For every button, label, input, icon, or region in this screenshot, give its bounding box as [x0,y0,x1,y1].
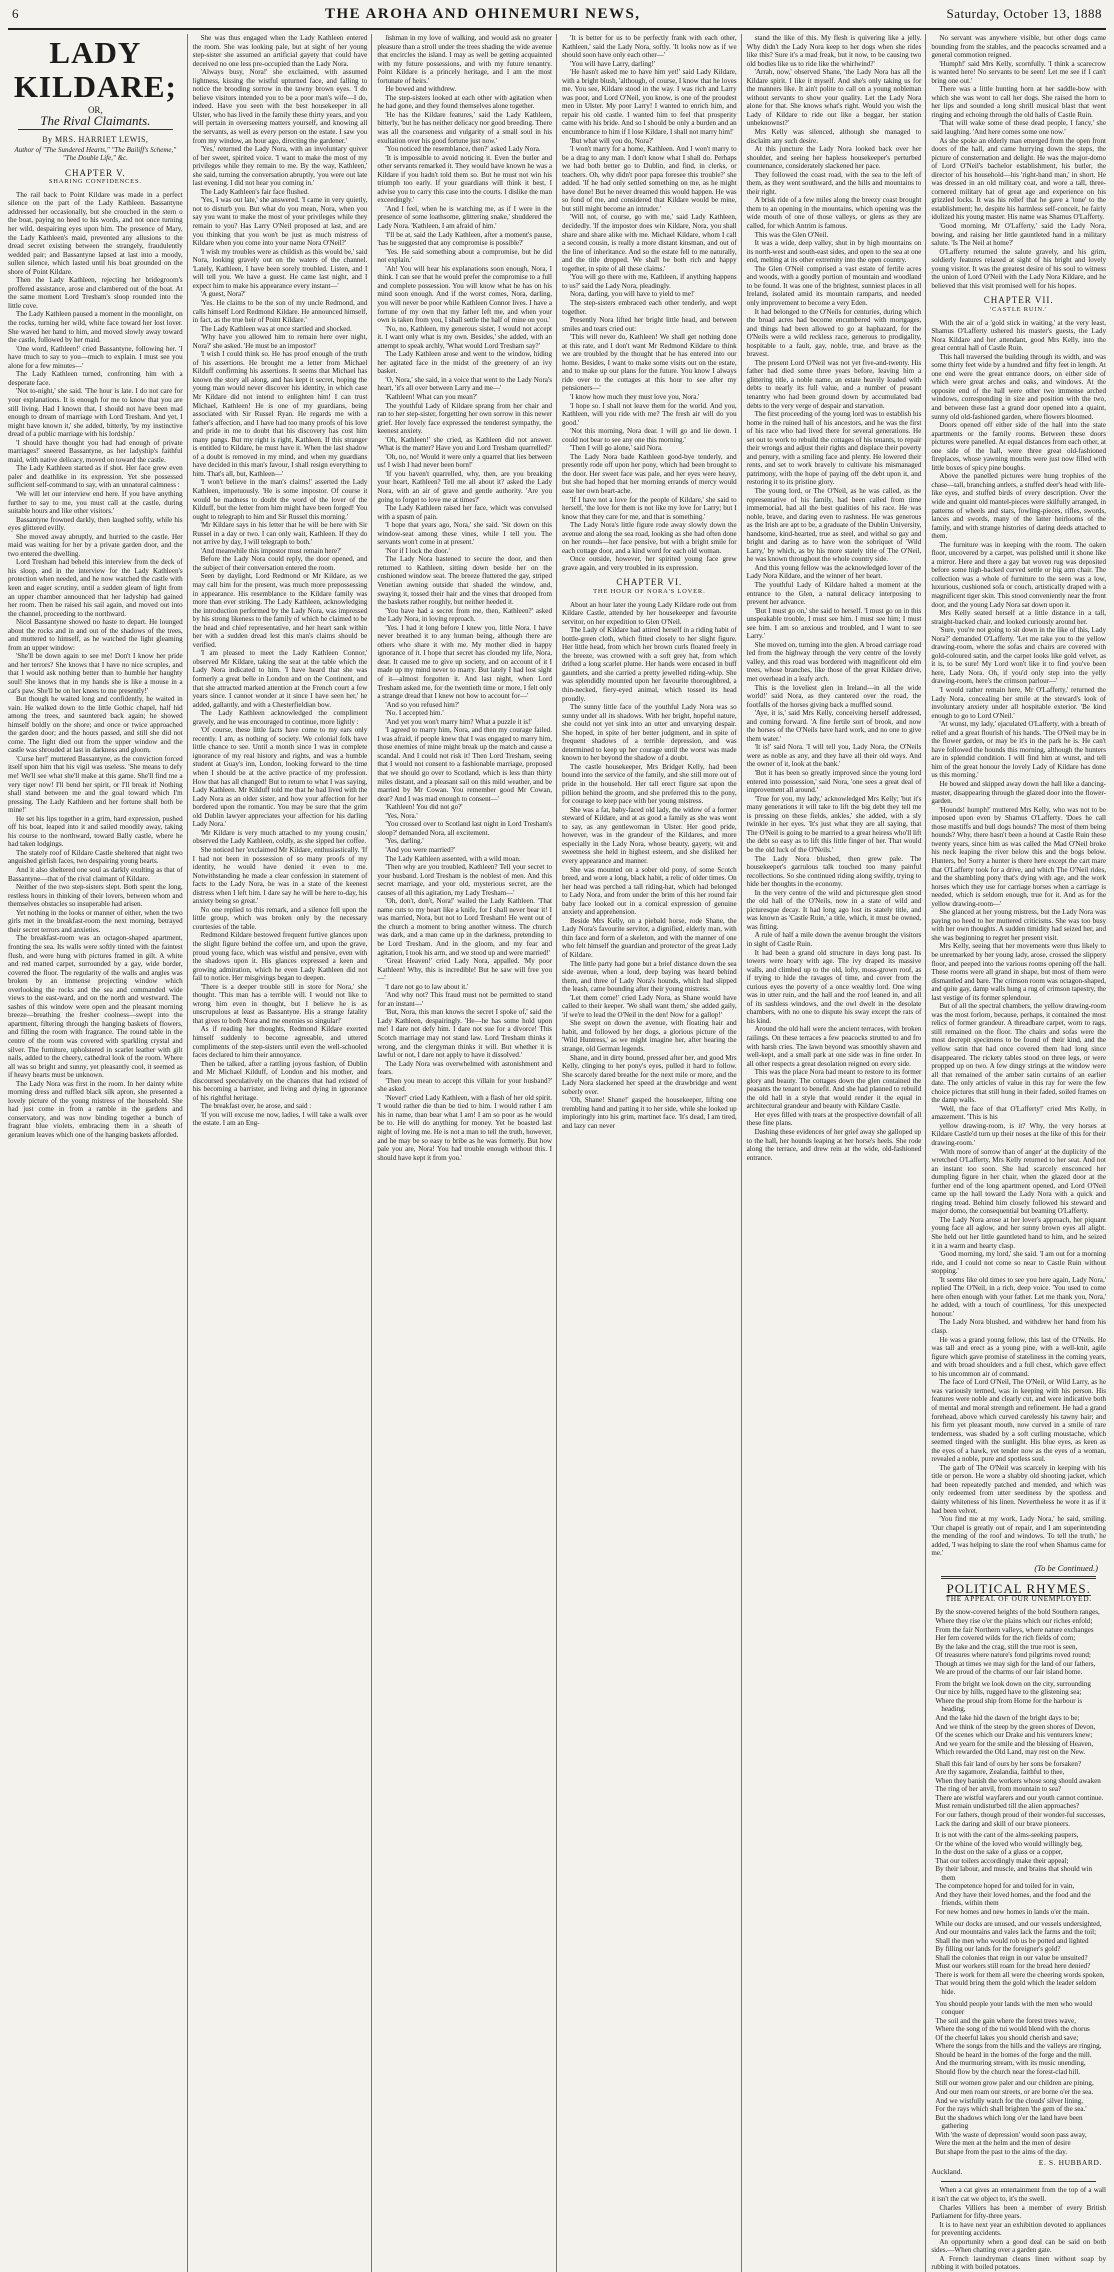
poem-line: From the fair Northern valleys, where nature exchanges [935,1625,1094,1634]
paragraph: 'No. I accepted him.' [385,709,444,718]
paragraph: 'You find me at my work, Lady Nora,' he said, smiling. 'Our chapel is greatly out of repair, and I am superintending the mending of the roof and windows. To tell the truth,' he added, 'I was helping to slate the roof when Shamus came for me.' [931,1515,1106,1558]
paragraph: 'If I have not a love for the people of Kildare,' she said to herself, 'the love for them is not like my love for Larry; but I know that they care for me, and that is something.' [562,495,737,521]
paragraph: 'Will not, of course, go with me,' said Lady Kathleen, decidedly. 'If the impostor does win Kildare, Nora, you shall share and share alike with me. Michael Kildare, whom I call a second cousin, is really a more distant kinsman, and out of the line of inheritance. And so the estate fell to me naturally, and the title dropped. We shall be both rich and happy together, in spite of all these claims.' [562,213,737,273]
paragraph: Lord Tresham had beheld this interview from the deck of his sloop, and in the interview for the Lady Kathleen's protection when needed, and he now watched the castle with keen and eager scrutiny, until a sudden gleam of light from an upper chamber announced that her ladyship had gained her room. Then he raised his sail again, and moved out into the channel, proceeding to the northward. [8,558,183,618]
paragraph: The Lady Kathleen was at once startled and shocked. [200,324,352,333]
paragraph: This was the place Nora had meant to restore to its former glory and beauty. The cottages down the glen contained the peasants the tenant to benefit. And she had planned to rebuild the old hall in a style that would render it the equal in architectural grandeur and beauty with Kildare Castle. [746,1068,922,1111]
paragraph: The Lady Kathleen turned, confronting him with a desperate face. [8,370,183,387]
poem-line: Lack the daring and skill of our brave pioneers. [935,1819,1070,1828]
paragraph: The Lady Kathleen acknowledged the compliment gravely, and he was encouraged to continue, more lightly : [192,709,368,726]
poem-stanza [931,1680,1106,1757]
poem-line: And the murmuring stream, with its music unending, [935,2059,1086,2068]
paragraph: And it also sheltered one soul as darkly exulting as that of Bassantyne—that of the rival claimant of Kildare. [8,866,183,883]
paragraph: 'Good morning, my lord,' she said. 'I am out for a morning ride, and I could not come so near to Castle Ruin without stopping.' [931,1250,1106,1276]
paragraph: Dashing these evidences of her grief away she galloped up to the hall, her hounds leaping at her horse's heels. She rode along the terrace, and drew rein at the wide, old-fashioned entrance. [746,1128,922,1162]
paragraph: Her eyes filled with tears at the prospective downfall of all these fine plans. [746,1110,922,1128]
paragraph: 'No, no, Kathleen, my generous sister, I would not accept it. I want only what is my own. Besides,' she added, with an attempt to speak archly, 'What would Lord Tresham say?' [377,324,552,350]
poem-line: When they banish the workers whose song should awaken [935,1776,1101,1785]
poem-line: And we yearn for the smile and the blessing of Heaven, [935,1739,1094,1748]
article-body [562,601,737,1131]
paragraph: Redmond Kildare bestowed frequent furtive glances upon the slight figure behind the coffee urn, and upon the grave, proud young face, which was wistful and pensive, even with the shadows upon it. His glances expressed a keen and growing admiration, which he even Lady Kathleen did not fail to notice. Her misgivings began to deepen. [192,931,368,983]
paragraph: 'You will go there with me, Kathleen, if anything happens to us?' said the Lady Nora, pleadingly. [562,273,737,290]
poem-title: POLITICAL RHYMES. [946,1581,1091,1597]
paragraph: 'But I must go on,' she said to herself. 'I must go on in this unspeakable trouble, I must see him. I must see him; I must see him. I am so anxious and troubled, and I want to see Larry.' [746,606,922,641]
paragraph: She was mounted on a sober old pony, of some Scotch breed, and wore a long, black habit, a relic of older times. On her head was perched a tall riding-hat, which had belonged to Lady Nora, and from under the brim of this her round fair baby face looked out in a comical expression of genuine anxiety and apprehension. [562,865,737,917]
article-body [931,319,1106,1122]
paragraph: 'I should have thought you had had enough of private marriages!' sneered Bassantyne, as her ladyship's faithful maid, with native delicacy, moved on toward the castle. [8,438,183,464]
paragraph: A brisk ride of a few miles along the breezy coast brought them to an opening in the mountains, which opening was the wide mouth of one of those valleys, or glens as they are called, for which Antrim is famous. [746,196,922,231]
paragraph: The Lady Kathleen arose and went to the window, hiding her agitated face in the midst of the greenery of an ivy basket. [377,350,552,376]
paragraph: 'Ah! You will hear his explanations soon enough, Nora, I think. I can see that he would prefer the compromise to a full and complete possession. You will know what he has on his mind soon enough. And if the worst comes, Nora, darling, you will never be poor while Kathleen Connor lives. I have a fortune of my own that my father left me, and when your own is taken from you, I shall settle the half of mine on you.' [377,264,552,325]
divider [18,129,173,130]
poem-place: Auckland. [931,2166,963,2176]
paragraph: 'I agreed to marry him, Nora, and then my courage failed. I was afraid, if people knew that I was engaged to marry him, those enemies of mine might break up the match and cause a scandal. And I could not risk it! Then Lord Tresham, seeing that I would not consent to a fashionable marriage, proposed that we should go over to Scotland, which is less than thirty miles distant, and a pleasant sail on this mild weather, and be married by Mr Cowan. You remember good Mr Cowan, dear? And I was mad enough to consent—' [377,726,552,803]
paragraph: They followed the coast road, with the sea to the left of them, as they went southward, and the hills and mountains to their right. [746,170,922,196]
paragraph: The Lady of Kildare had attired herself in a riding habit of bottle-green cloth, which fitted closely to her slight figure. Her little head, from which her brown curls floated freely in the breeze, was crowned with a soft grey hat, from which drifted a long scarlet plume. Her hands were encased in buff gauntlets, and she carried a pretty jewelled riding-whip. She was splendidly mounted upon her favourite thoroughbred, a thin-necked, fiery-eyed animal, which tossed its head proudly. [562,626,737,703]
column-6 [931,34,1106,2272]
chapter-heading: CHAPTER V. [64,167,126,178]
paragraph: When a cat gives an entertainment from the top of a wall it isn't the cat we object to, it's the swell. [931,2186,1106,2203]
poem-line: For our fathers, though proud of their wonder-ful successes, [935,1811,1106,1820]
paragraph: 'Then I will go alone,' said Nora. [570,444,663,453]
paragraph: The Lady Kathleen's fair face flushed. [200,187,310,196]
paragraph: Above the panelled pictures were hung trophies of the chase—tall, branching antlers, a stuffed deer's head with life-like eyes, and stuffed birds of every description. Over the wide and quaint old mantel-pieces were skilfully arranged, in patterns of wheels and stars, fowling-pieces, rifles, swords, lances and swords, many of the latter heirlooms of the family, and with strange histories of daring deeds attached to them. [931,472,1106,541]
paragraph: 'Of course, these little facts have come to my ears only recently. I am, as nothing of society. We colonial folk have little chance to see. Until a month since I was in complete ignorance of my real history and rights, and was a humble student at Guay's inn, London, looking forward to the time when I should be at the active practice of my profession. How that has all changed! But to return to what I was saying, Lady Kathleen. Mr Kilduff told me that he had lived with the Lady Nora as an older sister, and how your affection for her bordered upon the romantic. You may be sure that the grim old Dublin lawyer appreciates your affection for his darling Lady Nora.' [192,726,368,829]
paragraph: Mrs Kelly was silenced, although she managed to disclaim any such desire. [746,128,922,145]
paragraph: 'And you were married?' [385,845,456,854]
paragraph: The first proceeding of the young lord was to establish his home in the ruined hall of his ancestors, and he was the first of his race who had lived there for several generations. He set out to work to rebuild the cottages of his tenants, to repair their wrongs and adjust their rights and displace their poverty and penury, with a smiling face and plenty. He lowered their rents, and set to work bravely to cultivate his mismanaged patrimony, with the hope of paying off the debt upon it, and restoring it to its pristine glory. [746,410,922,487]
paragraph: The breakfast-room was an octagon-shaped apartment, fronting the sea. Its walls were softly tinted with the faintest flush, and were hung with pictures framed in gilt. A white and red matted carpet, surrounded by a gay, wide border, covered the floor. The regularity of the walls and angles was broken by an immense projecting window which overlooking the rocks and the sea and commanded wide views to the east-ward, and on the north and westward. The sashes of this window were open and the pleasant morning breeze—breathing the fresher coolness—swept into the apartment, filtering through the hanging baskets of flowers, and filling the room with fragrance. The round table in the centre of the room was covered with sparkling crystal and silver. The furniture, upholstered in scarlet leather with gilt nails, added to the cheery, cathedral look of the room. Where all was so bright and sunny, yet pleasantly cool, it seemed as if heavy hearts must be unknown. [8,934,183,1080]
poem-line: While our docks are unused, and our vessels undersighted, [935,1919,1102,1928]
paragraph: The little party had gone but a brief distance down the sea side avenue, when a loud, deep baying was heard behind them, and three of Lady Nora's hounds, which had slipped the leash, came bounding after their young mistress. [562,959,737,994]
paragraph: The Lady Nora arose at her lover's approach, her piquant young face all aglow, and her sunny brown eyes all alight. She held out her little gauntleted hand to him, and he seized it in a warm and hearty clasp. [931,1215,1106,1250]
paragraph: 'If you will excuse me now, ladies, I will take a walk over the estate. I am an Eng- [192,1110,368,1128]
paragraph: The Lady Nora was overwhelmed with astonishment and fears. [377,1059,552,1077]
article-body [931,34,1106,290]
paragraph: 'I wish my troubles were as childish as this would be,' said Nora, looking gravely out on the waters of the channel. 'Lately, Kathleen, I have been sorely troubled. Listen, and I will tell you. We have a guest. He came last night, and I expect him to make his appearance every instant—' [192,247,368,290]
paragraph: Bassantyne frowned darkly, then laughed softly, while his eyes glittered evilly. [8,515,183,533]
paragraph: 'That will wake some of these dead people, I fancy,' she said laughing. 'And here comes some one now.' [931,119,1106,137]
paragraph: 'And I feel, when he is watching me, as if I were in the presence of some loathsome, glittering snake,' shuddered the Lady Nora. 'Kathleen, I am afraid of him.' [377,204,552,231]
masthead [8,0,1106,30]
paragraph: 'Kathleen! What can you mean?' [385,392,478,401]
paragraph: She was thus engaged when the Lady Kathleen entered the room. She was looking pale, but at sight of her young step-sister she assumed an artificial gayety that could have deceived no one less pre-occupied than the Lady Nora. [192,34,368,68]
paragraph: 'I dare not go to law about it.' [385,982,469,991]
paragraph: yellow drawing-room, is it? Why, the very horses at Kildare Castle'd turn up their noses at the like of this for their drawing-room.' [931,1121,1106,1147]
paragraph: 'At wunst, my lady,' ejaculated O'Lafferty, with a breath of relief and a great flourish of his hands. 'The O'Neil may be in the flower garden, or may be it's in the park he is. He can't have followed the hounds this morning, although the hunters are in splendid condition. I will find him at wunst, and tell him of the great honour the lovely Lady of Kildare has done us this morning.' [931,720,1106,780]
article-body [562,34,737,572]
poem-line: Which rewarded the Old Land, may rest on the New. [935,1748,1086,1757]
paragraph: 'Sure, you're not going to sit down in the like of this, Lady Nora?' demanded O'Lafferty. 'Let me take you to the yellow drawing-room, where the sofas and chairs are covered with gold-coloured satin, and the carpet looks like gold velvet, as it is, to be sure! My Lord won't like it to find you've been here, Lady Nora. Oh, if you'd only step into the yelly drawing-room, here's the crimson parlour—' [931,626,1106,686]
paragraph: The garb of The O'Neil was scarcely in keeping with his title or person. He wore a shabby old shooting jacket, which had been repeatedly patched and mended, and which was only redeemed from utter seediness by the spotless and dainty whiteness of his linen. Nevertheless he wore it as if it had been velvet. [931,1463,1106,1515]
poem-line: Where they rise o'er the plains which our riches enfold; [935,1616,1093,1625]
to-be-continued: (To be Continued.) [1034,1562,1098,1573]
paragraph: 'Yes,' returned the Lady Nora, with an involuntary quiver of her sweet, spirited voice. 'I want to make the most of my privileges while they remain to me. By the way, Kathleen,' she said, turning the conversation abruptly, 'you were out late last evening. I did not hear you coming in.' [192,145,368,188]
chapter-subheading: SHARING CONFIDENCES. [48,178,142,186]
paragraph: The Lady Nora bade Kathleen good-bye tenderly, and presently rode off upon her pony, which had been brought to the door. Her sweet face was pale, and her eyes were heavy, but she had hoped that her morning errands of mercy would ease her own heart-ache. [562,452,737,495]
paragraph: 'And yet you won't marry him? What a puzzle it is!' [385,717,532,726]
paragraph: 'I hope so. I shall not leave them for the world. And you, Kathleen, will you ride with me? The fresh air will do you good.' [562,401,737,427]
paragraph: 'It seems like old times to see you here again, Lady Nora,' replied The O'Neil, in a rich, deep voice. 'You used to come here often enough with your father. Let me thank you, Nora,' he added, with a touch of courtliness, 'for this unexpected honour.' [931,1275,1106,1318]
poem-line: The competence hoped for and toiled for in vain, [935,1882,1075,1891]
article-columns [8,30,1106,2272]
paragraph: 'I hope that years ago, Nora,' she said. 'Sit down on this window-seat among these vines, while I tell you. The servants won't come in at present.' [377,521,552,547]
paragraph: 'Never!' cried Lady Kathleen, with a flash of her old spirit. 'I would rather die than be tied to him. I would rather I am his in name, than bear what I am! I am so poor as he would be to. He will do anything for money. Yet he boasted last night of loving me. He is not a man to tell the truth, however, and he may be so easy to bribe as he was formerly. But how pale you are, Nora! You had trouble enough without this. I should have kept it from you.' [377,1093,552,1162]
chapter-subheading: THE HOUR OF NORA'S LOVER. [593,588,706,595]
paragraph: lishman in my love of walking, and would ask no greater pleasure than a stroll under the trees shading the wide avenue that encircles the island. I may as well be getting acquainted with my future possessions, and with my future tenantry. Point Kildare is a princely heritage, and I am the most fortunate of heirs.' [377,34,552,85]
poem-line: There is work for them all were the cheering words spoken, [935,1970,1105,1979]
paragraph: 'He hasn't asked me to have him yet!' said Lady Kildare, with a bright blush, 'although, of course, I know that he loves me. You see, Kildare stood in the way. I was rich and Larry was poor, and Lord O'Neil, you know, is one of the proudest men in Ulster. My poor Larry! I wanted to enrich him, and repair his old castle. I wanted him to feel that prosperity came with his bride. And so I should be only a burden and an encumbrance to him if I lose Kildare, I shall not marry him!' [562,68,737,137]
poem-line: It is not with the cant of the alms-seeking paupers, [935,1831,1079,1840]
paragraph: The young lord, or The O'Neil, as he was called, as the representative of his family, had been called from time immemorial, had all the best qualities of his race. He was noble, brave, and daring even to rashness. He was generous as the Irish are apt to be, a graduate of the Dublin University, handsome, kind-hearted, true as steel, and withal so gay and bright and daring as to have won the sobriquet of 'Wild Larry,' by which, as by his more stately title of The O'Neil, he was known throughout the whole country side. [746,486,922,564]
paragraph: Beside Mrs Kelly, on a piebald horse, rode Shane, the Lady Nora's favourite servitor, a dignified, elderly man, with thin face and form of a skeleton, and with the manner of one who felt himself the guardian and protector of the great Lady of Kildare. [562,916,737,959]
paragraph: 'I wish I could think so. He has proof enough of the truth of his assertions. He brought me a letter from Michael Kilduff confirming his assertions. It seems that Michael has known the story all along, and has kept it secret, hoping the young man would never discover his identity, in which case Mr Kildare did not intend to enlighten him! I can trust Michael, Kathleen! He is one of my guardians, being associated with Sir Russel Ryan. He regards me with a father's affection, and I have had too many proofs of his love and pride in me to doubt that his discovery has cost him many pangs. But my right is right, Kathleen. If this stranger is entitled to Kildare, he must have it. When the last shadow of a doubt is removed in my mind, and when my guardians have decided in this man's favour, I shall resign everything to him. That's all, but, Kathleen—' [192,350,368,478]
divider [941,1576,1096,1579]
paragraph: No one replied to this remark, and a silence fell upon the little group, which was broken only by the necessary courtesies of the table. [192,905,368,931]
paragraph: He was a grand young fellow, this last of the O'Neils. He was tall and erect as a young pine, with a well-knit, agile figure which gave promise of stateliness in the coming years, and with broad shoulders and a full chest, which gave effect to his uncommon air of command. [931,1335,1106,1378]
poem-line: Shall the men who would rob us be potted and lighted [935,1936,1089,1945]
paragraph: 'One word, Kathleen!' cried Bassantyne, following her. 'I have much to say to you—much to explain. I must see you alone for a few minutes—' [8,344,183,370]
paragraph: The rail back to Point Kildare was made in a perfect silence on the part of the Lady Kathleen. Bassantyne addressed her occasionally, but she crouched in the stern o the boat, paying no heed to his words, and not once turning her wild, despairing eyes upon him. The presence of Mary, the Lady Kathleen's maid, prevented any allusions to the dread secret existing between the strangely, fraudulently wedded pair; and Bassantyne lapsed at last into a moody, sullen silence, which lasted until his boat grounded on the shore of Point Kildare. [8,190,183,276]
paragraph: She moved on, turning into the glen. A broad carriage road led from the highway through the very centre of the lovely valley, and this road was bordered with magnificent old elm trees, whose branches, like those of the great Kildare drive, met overhead in a leafy arch. [746,640,922,684]
paragraph: The present Lord O'Neil was not yet five-and-twenty. His father had died some three years before, leaving him a glittering title, a noble name, an estate heavily loaded with debts to nearly its full value, and a number of peasant tenantry who had been ground down by accumulated bad debts to the very verge of despair and starvation. [746,358,922,410]
paragraph: An opportunity when a good deal can be said on both sides.—When chatting over a garden gate. [931,2237,1106,2255]
paragraph: 'She'll be down again to see me! Don't I know her pride and her terrors? She knows that I have no nice scruples, and that I would ask nothing better than to humble her haughty soul! She knows that in my hands she is like a mouse in a cat's paw. She'll be on her knees to me presently!' [8,652,183,695]
paragraph: The breakfast over, he arose, and said : [200,1102,312,1111]
paragraph: This is the loveliest glen in Ireland—in all the wide world!' said Nora, as they cantered over the road, the footfalls of the horses giving back a muffled sound. [746,683,922,709]
paragraph: Charles Villiers has been a member of every British Parliament for fifty-three years. [931,2203,1106,2221]
poem-line: Shall this fair land of ours by her sons be forsaken? [935,1759,1082,1768]
paragraph: 'And why not? This fraud must not be permitted to stand for an instant—' [377,991,552,1008]
poem-line: Of the scenes which our Drake and his venturers knew; [935,1731,1093,1740]
paragraph: 'Humph!' said Mrs Kelly, scornfully. 'I think a scarecrow is wanted here! No servants to be seen! Let me see if I can't bring one out.' [931,59,1106,85]
paragraph: 'I am pleased to meet the Lady Kathleen Connor,' observed Mr Kildare, taking the seat at the table which the Lady Nora indicated to him. 'I have heard that she was formerly a great belle in London and on the Continent, and that she attracted marked attention at the French court a few years since. I cannot wonder at it since I have seen her,' he added, gallantly, and with a Chesterfieldian bow. [192,649,368,709]
paragraph: 'Good morning, Mr O'Lafferty,' said the Lady Nora, bowing, and raising her little gauntleted hand in a military salute. 'Is The Neil at home?' [931,222,1106,248]
poem-line: That our toilers accordingly make their appeal; [935,1856,1069,1865]
paragraph: The step-sisters embraced each other tenderly, and wept together. [562,298,737,316]
paragraph: Nora, darling, you will have to yield to me!' [570,290,695,299]
poem-line: Still our women grow paler and our children are pining, [935,2079,1094,2088]
paragraph: 'You noticed the resemblance, then?' asked Lady Nora. [385,145,541,154]
paragraph: The Lady Nora hastened to secure the door, and then returned to Kathleen, sitting down beside her on the cushioned window seat. The breeze fluttered the gay, striped Venetian awning outside that shaded the window, and, swaying it, tossed their hair and the vines that drooped from the baskets rather roughly, but neither heeded it. [377,555,552,607]
paragraph: 'There is a deeper trouble still in store for Nora,' she thought. 'This man has a terrible will. I would not like to wrong him even in thought, but I believe he is as unscrupulous at least as Bassantyne. His a strange fatality that gives to both Nora and me enemies so singular!' [192,982,368,1025]
column-1 [8,34,183,2272]
paragraph: 'He has the Kildare features,' said the Lady Kathleen, bitterly, 'but he has neither delicacy nor good breeding. There was all the coarseness and vulgarity of a small soul in his exultation over his good fortune just now.' [377,110,552,145]
column-4 [562,34,737,2272]
paragraph: Shane, and in dirty bound, pressed after her, and good Mrs Kelly, clinging to her pony's eyes, pulled it hard to follow. She scarcely dared breathe for the next mile or more, and the Lady Nora slackened her speed at the drawbridge and went soberly over. [562,1053,737,1096]
poem-line: Should be heard in the homes of the forge and the mill. [935,2050,1092,2059]
poem-line: Our nice by hills, rugged have to the glistening sea; [935,1688,1082,1697]
paragraph: 'Great Heaven!' cried Lady Nora, appalled. 'My poor Kathleen! Why, this is incredible! But he saw will free you—' [377,957,552,983]
paragraph: It is to have next year an exhibition devoted to appliances for preventing accidents. [931,2220,1106,2238]
article-body [193,34,368,1128]
poem-line: That would bring them the gold which the leader seldom hide. [935,1979,1097,1996]
paragraph: The Lady Nora blushed, and withdrew her hand from his clasp. [931,1318,1106,1336]
paragraph: 'It is better for us to be perfectly frank with each other, Kathleen,' said the Lady Nora, softly. 'It looks now as if we should soon have only each other—' [562,34,737,60]
poem-stanza [931,1608,1106,1676]
paragraph: 'I'll be at, said the Lady Kathleen, after a moment's pause, 'has he suggested that any compromise is possible?' [377,230,552,248]
poem-line: You should people your lands with the men who would conquer [935,1999,1093,2017]
paragraph: Presently Nora lifted her bright little head, and between smiles and tears cried out: [562,316,737,333]
paragraph: 'And meanwhile this impostor must remain here?' [200,546,342,555]
paragraph: 'Yes. He claims to be the son of my uncle Redmond, and calls himself Lord Redmond Kildare. He announced himself, in fact, as the true heir of Point Kildare.' [192,298,368,325]
paragraph: The furniture was in keeping with the room. The oaken floor, uncovered by a carpet, was polished until it shone like a mirror. Here and there a gay bat woven rug was deposited before some high-backed curved settle or big arm chair. The collection was a whole of furniture to the seen was a low, luxurious, cushioned sofa or couch, artistically draped with a magnificent tiger skin. This stood conveniently near the front door, and the young Lady Nora sat down upon it. [931,540,1106,609]
paragraph: She swept on down the avenue, with floating hair and habit, and followed by her dogs, a glorious picture of the 'Wild Huntress,' as we might imagine her, after hearing the strange, old German legends. [562,1019,737,1053]
poem-subtitle: THE APPEAL OF OUR UNEMPLOYED. [945,1593,1092,1603]
paragraph: It had been a grand old structure in days long past. Its towers were hoary with age. The ivy draped its massive walls, and climbed up to the old, lofty, moss-grown roof, as if trying to hide the ravages of time, and cover from the curious eyes the poverty of a once wealthy lord. One wing was in utter ruin, and the hall and the roof leaned in, and all of its sashless windows, and the owl dwelt in the desolate chambers, with no one to dispute his sway except the rats of his kind. [746,948,922,1025]
paragraph: Then the Lady Kathleen, rejecting her bridegroom's proffered assistance, arose and clambered out of the boat. At the same moment Lord Tresham's sloop rounded into the little cove. [8,276,183,310]
poem-line: Where the proud ship from Home for the harbour is heading, [935,1696,1083,1714]
paragraph: He set his lips together in a grim, hard expression, pushed off his boat, leaped into it and sailed moodily away, taking his course to the northward, toward Bally castle, where he had taken lodgings. [8,814,183,849]
poem-line: Were the men at the helm and the men of desire [935,2139,1071,2148]
paragraph: 'True for you, my lady,' acknowledged Mrs Kelly; 'but it's many generations it will take to lift the big debt they tell me is pressing on these fields, ankles,' she added, with a sly twinkle in her eyes. 'It's just what they are all saying, that The O'Neil is going to be married to a great heiress who'll lift the debt so easy as to lift this little finger of her. That would be the old luck of the O'Neils.' [746,794,922,854]
paragraph: 'You will have Larry, darling!' [570,59,656,68]
paragraph: He bowed and withdrew. [385,85,457,94]
paragraph: 'Nor if I lock the door.' [385,546,450,555]
paragraph: 'I know how much they must love you, Nora.' [570,392,700,401]
paragraph: 'Hounds! humph!' muttered Mrs Kelly, who was not to be imposed upon even by Shamus O'Lafferty. 'Does he call those mastiffs and bull dogs hounds? The most of them being hounds? Why, there hasn't been a hound at Castle Ruin these twenty years, since him as was called the Mad O'Neil broke his neck leaping the river below this and the bogs below. Hunters, bo! Sorry a hunter is there here except the cart mare that O'Lafferty took for a drive, and which The O'Neil rides, and the shambling pony that's dying with age, and the work horses which they use for carriage horses when a carriage is needed, which is seldom enough, true for it. And as for the yellow drawing-room—' [931,805,1106,908]
poem-line: From the bright we look down on the city, surrounding [935,1679,1091,1688]
paragraph: 'Why have you allowed him to remain here over night, Nora?' she asked. 'He must be an impostor!' [192,333,368,350]
paragraph: But though he waited long and confidently, he waited in vain. He walked down to the little Gothic chapel, half hid among the trees, and sauntered back again; he showed himself boldly on the shore; and once or twice approached the garden door; and the hours passed, and still she did not come. The light died out from the upper window and the castle was shrouded at last in darkness and gloom. [8,695,183,755]
paragraph: 'It is!' said Nora. 'I will tell you, Lady Nora, the O'Neils were as noble as any, and they have all their old ways. And the owner of it, look at the bank.' [746,743,922,769]
paragraph: The youthful Lady of Kildare halted a moment at the entrance to the Glen, a natural delicacy interposing to prevent her advance. [746,581,922,607]
serial-or: OR, [87,105,103,115]
poem-line: By their labour, and muscle, and brains that should win them [935,1865,1093,1882]
paragraph: The step-sisters looked at each other with agitation when he had gone, and they found themselves alone together. [377,93,552,111]
paragraph: 'O, Nora,' she said, in a voice that went to the Lady Nora's heart, 'it's all over between Larry and me—' [377,375,552,393]
paragraph: 'Oh, don't, don't, Nora!' wailed the Lady Kathleen. 'That name cuts to my heart like a knife, for I shall never bear it! I was married, Nora, but not to Lord Tresham! He went out of the church a moment to bring another witness. The church was dark, and a man came up in the darkness, pretending to be Lord Tresham. And in the gloom, and my fear and agitation, I took his arm, and we stood up and were married!' [377,897,552,957]
poem-line: And our mountains and vales lack the farms and the toil; [935,1928,1097,1937]
poem-line: Where the song of the tui would blend with the chorus [935,2025,1090,2034]
paragraph: 'Let them come!' cried Lady Nora, as Shane would have called to their keeper. 'We shall want them,' she added gaily, 'if we're to lead the O'Neil in the den! Now for a gallop!' [562,993,737,1019]
paragraph: 'Kathleen! You did not go?' [385,803,463,812]
paragraph: 'Then you mean to accept this villain for your husband?' she asked. [377,1076,552,1094]
paragraph: 'But what will you do, Nora?' [570,136,654,145]
poem-stanza [931,2000,1106,2077]
poem-line: Of treasures where nature's fond pilgrims roved round; [935,1651,1091,1660]
paragraph: 'But, Nora, this man knows the secret I spoke of,' said the Lady Kathleen, despairingly. 'He—he has some hold upon me! I dare not defy him. I dare not sue for a divorce! This Scotch marriage may not stand law. Lord Tresham thinks it wrong, and the clergyman thinks it will. But whether it is lawful or not, I dare not apply to have it dissolved.' [377,1008,552,1060]
paragraph: 'I would rather remain here, Mr O'Lafferty,' returned the Lady Nora, concealing her smile at the steward's look of involuntary anxiety under all hospitable exterior. 'Be kind enough to go to Lord O'Neil.' [931,686,1106,720]
article-body [931,1122,1106,1558]
paragraph: Nicol Bassantyne showed no haste to depart. He lounged about the rocks and in and out of the shadows of the trees, and muttered to himself, as he watched the light gleaming from an upper window: [8,618,183,652]
paragraph: 'Not to-night,' she said. 'The hour is late. I do not care for your explanations. It is enough for me to know that you are still living. Had I known that, I should not have been mad enough to dream of marriage with Lord Tresham. And yet, I might have known it,' she added, bitterly, 'by my instinctive dread of a public marriage with his lordship.' [8,387,183,439]
paragraph: 'We will let our interview end here. If you have anything further to say to me, you must call at the castle, during suitable hours and like other visitors.' [8,489,183,516]
poem-line: Should flow by the church near the forest-clad hill. [935,2067,1081,2076]
column-2 [193,34,368,2272]
poem-line: In the dust on the sake of a glass or a copper, [935,1848,1063,1857]
paragraph: 'Curse her!' muttered Bassantyne, as the conviction forced itself upon him that his vigil was useless. 'She means to defy me! We'll see what she'll make at this game. She'll find me a very tiger now! I'll bend her spirit, or I'll break it! Nothing shall stand between me and the goal toward which I'm pressing. The Lady Kathleen and her fortune shall both be mine!' [8,754,183,815]
paragraph: 'Oh, no, no! Would it were only a quarrel that lies between us! I wish I had never been born!' [377,452,552,470]
paragraph: As she spoke an elderly man emerged from the open front doors of the hall, and came hurrying down the steps, the picture of consternation and delight. He was the major-domo of Lord O'Neil's bachelor establishment, his butler, the director of his household—his 'right-hand man,' in short. He was dressed in an old military coat, and wore a tall, three-cornered military hat of great age and experience on his grizzled locks. It was his relief that he gave a 'tone' to the establishment; he, despite his harmless self-conceit, he fairly idolized his young master. His name was Shamus O'Lafferty. [931,136,1106,222]
paragraph: 'Not this morning, Nora dear. I will go and lie down. I could not bear to see any one this morning.' [562,427,737,444]
poem-line: Though at times we may sigh for the land of our fathers, [935,1659,1096,1668]
poem-line: And we think of the steep by the green shores of Devon, [935,1722,1096,1731]
poem-line: With 'the waste of depression' would soon pass away, [935,2130,1087,2139]
paragraph: 'Yes. I had it long before I knew you, little Nora. I have never breathed it to any human being, although there are others who share it with me. My mother died in happy ignorance of it. I hope that secret has clouded my life, Nora, dear. It caused me to give up society, and on account of it I made up my mind never to marry. But lately I had lost sight of it—almost forgotten it. And last night, when Lord Tresham asked me, for the twentieth time or more, I felt only a strange dread that I knew not how to account for—' [377,623,552,701]
paragraph: She noticed her 'exclaimed Mr Kildare, enthusiastically. 'If I had not been in possession of so many proofs of my identity, he would have denied it even to me. Notwithstanding he made a clear confession in statement of facts to the Lady Nora, he was in a state of the keenest distress when I left him. I dare say he will be here to-day, his anxiety being so great.' [192,845,368,906]
paper-title: THE AROHA AND OHINEMURI NEWS, [324,6,641,22]
serial-subtitle: The Rival Claimants. [40,112,151,128]
paragraph: Doors opened off either side of the hall into the state apartments or the family rooms. Between these doors pictures were panelled. At equal distances from each other, at one side of the hall, were three great old-fashioned fireplaces, whose yawning mouths were just now filled with little boxes of spicy pine boughs. [931,421,1106,472]
paragraph: And this young fellow was the acknowledged lover of the Lady Nora Kildare, and the winner of her heart. [746,563,922,581]
poem-line: Where the songs from the hills and the valleys are ringing, [935,2042,1102,2051]
poem-line: And we wistfully watch for the clouds' silver lining, [935,2096,1083,2105]
paragraph: The Lady Kathleen raised her face, which was convulsed with a spasm of pain. [377,504,552,521]
serial-title: LADY KILDARE; [13,35,177,104]
paragraph: A rule of half a mile down the avenue brought the visitors in sight of Castle Ruin. [746,931,922,948]
poem-line: The soil and the gain where the forest trees wave, [935,2016,1076,2025]
paragraph: 'With more of sorrow than of anger' at the duplicity of the wretched O'Lafferty, Mrs Kelly returned to her seat. And not an instant too soon. She had scarcely ensconced her dumpling figure in her chair, when the glazed door at the further end of the long apartment opened, and Lord O'Neil came up the hall toward the Lady Nora with a quick and ringing tread. Behind him closely followed his steward and major domo, the consequential but beaming O'Lafferty. [931,1147,1106,1216]
column-3 [377,34,552,2272]
paragraph: Before the Lady Nora could reply, the door opened, and the subject of their conversation entered the room. [192,555,368,572]
paragraph: 'Arrah, now,' observed Shane, 'the Lady Nora has all the Kildare spirit. I like it myself. And she's only taking us for the manners like. It ain't polite to call on a young nobleman without servants to show your quality. Let the Lady Nora alone for that. She knows what's right. Would you wish the Lady of Kildare to ride out like a beggar, her station unbeknownst?' [746,68,922,128]
poem-line: And the lake hid the dawn of the bright days to be; [935,1714,1080,1722]
paragraph: The face of Lord O'Neil, The O'Neil, or Wild Larry, as he was variously termed, was in keeping with his person. His features were noble and clearly cut, and were indicative both of mental and moral strength and refinement. He had a grand forehead, above which curved carelessly his tawny hair; and his firm yet pleasant mouth, now curved in a smile of rare tenderness, was shaded by a soft curling moustache, which seemed tinged with the sunlight. His blue eyes, as keen as the eyes of a hawk, yet tender now as the eyes of a woman, revealed a noble, pure and spotless soul. [931,1378,1106,1464]
paragraph: 'Well, the face of that O'Lafferty!' cried Mrs Kelly, in amazement. 'This is his [931,1104,1106,1122]
paragraph: Yet nothing in the looks or manner of either, when the two girls met in the breakfast-room the next morning, betrayed their secret terrors and anxieties. [8,908,183,934]
paragraph: The youthful Lady of Kildare sprang from her chair and ran to her step-sister, forgetting her own sorrow in this newer grief. Her lovely face expressed the tenderest sympathy, the keenest anxiety. [377,401,552,436]
poem-line: Must remain undisturbed till the alien approaches? [935,1802,1080,1811]
paragraph: 'It is impossible to avoid noticing it. Even the butler and other servants remarked it. They would have known he was a Kildare if you hadn't told them so. But he must not win his triumph too early. If your guardians will think it best, I advise you to carry this case into the courts. I dislike the man exceedingly.' [377,153,552,205]
poem-stanza [931,1760,1106,1828]
poem-stanza [931,1920,1106,1997]
poem-signature: E. S. HUBBARD. [1038,2158,1102,2168]
chapter-subheading: 'CASTLE RUIN.' [990,305,1048,313]
paragraph: At this juncture the Lady Nora looked back over her shoulder, and seeing her hapless housekeeper's perturbed countenance, considerately slackened her pace. [746,145,922,171]
paragraph: Mrs Kelly, seeing that her movements were thus likely to be unremarked by her young lady, arose, crossed the slippery floor, and peeped into the various rooms opening off the hall. These rooms were all grand in shape, but most of them were dismantled and bare. The crimson room was octagon-shaped, and quite gay, damp walls hung a rug of crimson tapestry, the last vestige of its former splendour. [931,942,1106,1002]
page-number: 6 [12,6,19,21]
chapter-heading: CHAPTER VI. [616,577,683,588]
article-body [377,34,552,1162]
poem-line: Of the cheerful lakes you should cherish and save; [935,2033,1079,2042]
poem-line: Are thy sagamore, Zealandia, faithful to thee, [935,1768,1065,1777]
divider [941,2181,1096,2182]
poem-line: Must our workers still roam for the bread here denied? [935,1962,1091,1971]
paragraph: 'And so you refused him?' [385,700,460,709]
poem-line: For new homes and new homes in lands o'er the main. [935,1908,1090,1917]
paragraph: 'Yes, I was out late,' she answered. 'I came in very quietly, not to disturb you. But what do you mean, Nora, when you say you want to make the most of your privileges while they remain to you? Has Larry O'Neil proposed at last, and are you thinking that you won't be just as much mistress of Kildare when you come into your name Nora O'Neil?' [192,196,368,248]
paragraph: In the very centre of the wild and picturesque glen stood the old hall of the O'Neils, now in a state of wild and picturesque decay. It had long ago lost its stately title, and was known as 'Castle Ruin,' a title, which, it must be owned, was fitting. [746,888,922,931]
paragraph: This hall traversed the building through its width, and was some thirty feet wide by a hundred and fifty feet in length. At one end were the great entrance doors, on either side of which were great arches and oaks, and windows. At the opposite end of the hall were other two immense arched windows, corresponding in size and position with the two, and between these last a grand door opened into a quaint, sunny old old-fashioned garden, where flowers bloomed. [931,352,1106,421]
paragraph: Then he talked, after a rattling joyous fashion, of Dublin and Mr Michael Kilduff, of London and his mother, and discoursed speculatively on the chances that had existed of his becoming a barrister, and living and dying in ignorance of his rightful heritage. [192,1059,368,1102]
paragraph: 'Yes. He said something about a compromise, but he did not explain.' [377,247,552,265]
paragraph: Around the old hall were the ancient terraces, with broken railings. On these terraces a few peacocks strutted to and fro with harsh cries. The lawn beyond was smoothly shaven and well-kept, and a small park at one side was in fine order. In all other respects a great desolation reigned on every side. [746,1025,922,1068]
paragraph: The Lady Kathleen paused a moment in the moonlight, on the rocks, turning her wild, white face toward her lost lover. She waved her hand to him, and moved slowly away toward the castle, followed by her maid. [8,310,183,345]
paragraph: 'I won't believe in the man's claims!' asserted the Lady Kathleen, impetuously. 'He is some impostor. Of course it would be madness to doubt the word of the lover of the Kilduff, but the letter from him might have been forged! You ought to telegraph to him and Sir Russel this morning.' [192,478,368,521]
paragraph: 'Mr Kildare is very much attached to my young cousin,' observed the Lady Kathleen, coldly, as she sipped her coffee. [192,828,368,846]
paragraph: The Lady Nora was first in the room. In her dainty white morning dress and ruffled black silk apron, she presented a lovely picture of the young mistress of the household. She had just come in from a ramble in the gardens and conservatory, and was now binding together a bunch of fragrant blue violets, embracing them in a sheath of geranium leaves which one of the hanging baskets afforded. [8,1079,183,1139]
paragraph: 'I won't marry for a home, Kathleen. And I won't marry to be a drag to any man. I don't know what I shall do. Perhaps we had both better go to Dublin, and find, in clerks, or teachers. Oh, why didn't poor papa foresee this trouble?' she added. 'If he had only settled something on me, as he might have done! But he never dreamed this would happen. He was so fond of me, and considered that Kildare would be mine, but still might become an intruder.' [562,145,737,213]
poem-line: Her fern covered wilds for the rich fields of corn; [935,1634,1076,1643]
paragraph: The Glen O'Neil comprised a vast estate of fertile acres and woods, with a goodly portion of mountain and woodland to be found. It was one of the brightest, sunniest places in all Ireland, isolated amid its mountain ramparts, and needed only improvement to become a very Eden. [746,264,922,307]
paragraph: There was a little hunting horn at her saddle-bow with which she was wont to call her dogs. She raised the horn to her lips and sounded a long shrill musical blast that went ringing and echoing through the old halls of Castle Ruin. [931,85,1106,119]
paragraph: It had belonged to the O'Neils for centuries, during which the broad acres had become encumbered with mortgages, and things had been allowed to go at haphazard, for the O'Neils were a wild reckless race, generous to prodigality, hospitable to a fault, gay, noble, true, and brave as the bravest. [746,307,922,359]
paragraph: 'Oh, Kathleen!' she cried, as Kathleen did not answer. 'What is the matter? Have you and Lord Tresham quarrelled?' [377,435,552,453]
paragraph: She was a fat, baby-faced old lady, the widow of a former steward of Kildare, and at as good a family as she was wont to say, as any gentlewoman in Ulster. Her good pride, however, was in the grandeur of the Kildares, and more especially in the Lady Nora, whose beauty, gayety, wit and sweetness she held in highest esteem, and she disliked her every appearance and manner. [562,805,737,865]
closing-items [931,2186,1106,2271]
poem-line: We are proud of the charms of our fair island home. [935,1668,1083,1677]
paragraph: 'A guest, Nora?' [200,290,246,299]
paragraph: 'You crossed over to Scotland last night in Lord Tresham's sloop?' demanded Nora, all excitement. [377,820,552,837]
article-body [747,34,922,1162]
paragraph: With the air of a 'gold stick in waiting,' at the very least, Shamus O'Lafferty ushered his master's guests, the Lady Nora Kildare and her attendant, good Mrs Kelly, into the great central hall of Castle Ruin. [931,318,1106,353]
paragraph: 'Yes, darling.' [385,837,424,846]
paragraph: It was a wide, deep valley, shut in by high mountains on its north-west and south-east sides, and open to the sea at one end, melting at its other extremity into the open country. [746,239,922,265]
paragraph: The Lady Nora's little figure rode away slowly down the avenue and along the sea road, looking as she had often done on her rounds—her face pensive, but with a bright smile for each cottage door, and a kind word for each old woman. [562,521,737,555]
poem-line: Shall the colonies that reign in our value be unsuited? [935,1953,1088,1962]
poem-line: But shape from the past to the aims of the day. [935,2147,1068,2156]
paragraph: Mrs Kelly seated herself at a little distance in a tall, straight-backed chair, and looked curiously around her. [931,609,1106,626]
poem-stanza [931,2079,1106,2156]
poem-line: There are wistful wayfarers and our youth cannot continue. [935,1793,1104,1802]
paragraph: No servant was anywhere visible, but other dogs came bounding from the stables, and the peacocks screamed and a general commotion reigned. [931,34,1106,60]
paragraph: stand the like of this. My flesh is quivering like a jelly. Why didn't the Lady Nora keep to her dogs when she rides like this? Sure it's a mad freak, but it now, to be causing two old bodies like us to ride like the whirlwind?' [746,34,922,68]
paragraph: The castle housekeeper, Mrs Bridget Kelly, had been bound into the service of the family, and she still more out of pride in the household. Her tall erect figure sat upon the pillion behind the groom, and she preferred this to the pony, for courage to keep pace with her young mistress. [562,762,737,806]
paragraph: About an hour later the young Lady Kildare rode out from Kildare Castle, attended by her housekeeper and favourite servitor, on her expedition to Glen O'Neil. [562,600,737,626]
poem-line: For the rays which shall brighten 'the gem of the sea.' [935,2105,1087,2114]
issue-date: Saturday, October 13, 1888 [946,6,1102,21]
paragraph: 'Oh, Shane! Shane!' gasped the housekeeper, lifting one trembling hand and patting it to her side, while she looked up imploringly into his grim, martinet face. 'It's dead, I am tired, and lazy can never [562,1096,737,1130]
poem-line: And our men roam our streets, or are borne o'er the sea. [935,2087,1094,2096]
paragraph: The Lady Nora blushed, then grew pale. The housekeeper's garrulous talk touched too many painful recollections. So she continued riding along swiftly, trying to hide her thoughts in the economy. [746,854,922,889]
poem-body [931,1608,1106,2156]
paragraph: Seen by daylight, Lord Redmond or Mr Kildare, as we may call him for the present, was much more prepossessing in appearance. His resemblance to the Kildare family was more than ever striking. The Lady Kathleen, acknowledging the introduction performed by the Lady Nora, was impressed by his strong likeness to the family of which he claimed to be the head and chief representative, and her heart sank within her with a sudden dread lest this man's claims should be verified. [192,572,368,649]
paragraph: But of all the spectral chambers, the yellow drawing-room was the most forlorn, because, perhaps, it contained the most relics of former grandeur. A threadbare carpet, worn to rags, still remained on the floor. The chairs and sofas were the most decrepit specimens to be found of their kind, and the yellow satin that had once covered them had long since disappeared. The rickety tables stood on three legs, or were propped up on two. A few dingy strings at the window were all that remained of the amber satin curtains of an earlier date. The only articles of value in this ray for were the few choice pictures that still hung in their faded, soiled frames on the damp walls. [931,1002,1106,1105]
poem-line: By the snow-covered heights of the bold Southern ranges, [935,1608,1100,1617]
poem-line: By the lake and the crag, still the true root is seen, [935,1642,1078,1651]
paragraph: Once outside, however, her spirited young face grew grave again, and very troubled in its expression. [562,555,737,572]
paragraph: The Lady Kathleen assented, with a wild moan. [385,854,521,863]
poem-line: By filling our lands for the foreigner's gold? [935,1945,1061,1954]
poem-stanza [931,1831,1106,1916]
paragraph: 'Yes, Nora.' [385,811,418,820]
paragraph: She glanced at her young mistress, but the Lady Nora was paying no heed to her muttered criticisms. She was too busy with her own thoughts. A sudden timidity had seized her, and she was beginning to regret her present visit. [931,908,1106,942]
paragraph: A French laundryman cleans linen without soap by rubbing it with boiled potatoes. [931,2254,1106,2272]
poem-line: But the shadows which long o'er the land have been gathering [935,2113,1083,2131]
paragraph: 'Always busy, Nora!' she exclaimed, with assumed lightness, kissing the wistful upturned face, and falling to notice the brooding sorrow in the tawny brown eyes. 'I do believe visitors intended you to be a poor man's wife—I do, indeed. Have you seen with the best housekeeper in all Ulster, who has lived in the family these thirty years, and you will pertain in overseeing matters yourself, and knowing all the servants, as well as every person on the estate. I saw you from my window, an hour ago, directing the gardener.' [192,68,368,145]
chapter-heading: CHAPTER VII. [983,295,1054,306]
paragraph: 'This will never do, Kathleen! We shall get nothing done at this rate, and I don't want Mr Redmond Kildare to think we are troubled by the thought that he has entered into our home. Besides, I want to make some visits out on the estate, and to make up our plans for the future. You know I always ride over to the cottages at this hour to see after my pensioners—' [562,333,737,393]
paragraph: 'Mr Kildare says in his letter that he will be here with Sir Russel in a day or two. I can only wait, Kathleen. If they do not arrive by day, I will telegraph to both.' [192,521,368,547]
paragraph: 'You have had a secret from me, then, Kathleen?' asked the Lady Nora, in loving reproach. [377,606,552,624]
paragraph: 'But it has been so greatly improved since the young lord entered into possession,' said Nora, 'one sees a great deal of improvement all around.' [746,769,922,795]
paragraph: He bowed and skipped away down the hall like a dancing-master, disappearing through the glazed door into the flower-garden. [931,780,1106,806]
poem-line: Or the whine of the loved who would willingly beg, [935,1839,1083,1848]
paragraph: As if reading her thoughts, Redmond Kildare exerted himself suddenly to become agreeable, and uttered compliments of the step-sisters until even the well-schooled faces declared to him their annoyance. [192,1025,368,1060]
poem-line: And they have their loved homes, and the food and the friends, within them [935,1890,1091,1908]
poem-line: The ring of her anvil, from mountain to sea? [935,1785,1062,1794]
paragraph: Neither of the two step-sisters slept. Both spent the long, restless hours in thinking of their lovers, between whom and themselves obstacles so insuperable had arisen. [8,883,183,909]
paragraph: The stately roof of Kildare Castle sheltered that night two anguished girlish faces, two despairing young hearts. [8,848,183,866]
paragraph: The Lady Kathleen started as if shot. Her face grew even paler and deathlike in its expression. Yet she possessed sufficient self-command to say, with an unnatural calmness : [8,464,183,490]
paragraph: 'Then why are you troubled, Kathleen? Tell your secret to your husband. Lord Tresham is the noblest of men. And this secret marriage, and your old, mysterious secret, are the causes of all this agitation, my Lady Tresham—' [377,863,552,897]
paragraph: She moved away abruptly, and hurried to the castle. Her maid was waiting for her by a private garden door, and the two entered the dwelling. [8,532,183,558]
author-line: By MRS. HARRIET LEWIS, [42,135,149,145]
author-note: Author of "The Sundered Hearts," "The Bailiff's Scheme," "The Double Life," &c. [14,145,177,163]
paragraph: O'Lafferty returned the salute gravely, and his grim, soldierly features relaxed at sight of his bright and lovely young visitor. It was the greatest desire of his soul to witness the union of Lord O'Neil with the Lady Nora Kildare, and he believed that this visit promised well for his hopes. [931,247,1106,290]
paragraph: 'Aye, it is,' said Mrs Kelly, conceiving herself addressed, and coming forward. 'A fine fertile sort of brook, and now the horses of the O'Neils have hard work, and no one to give them water.' [746,709,922,743]
paragraph: The sunny little face of the youthful Lady Nora was so sunny under all its shadows. With her bright, hopeful nature, she could not yet sink into an utter and unvarying despair. She hoped, in spite of her better judgment, and in spite of frequent shadows of a terrible depression, and was determined to keep up her courage until the worst was made known to her beyond the shadow of a doubt. [562,703,737,763]
paragraph: 'If you haven't quarrelled, why, then, are you breaking your heart, Kathleen? Tell me all about it? asked the Lady Nora, with an air of grave and gentle authority. 'Are you going to forget to love me at times?' [377,469,552,504]
article-body [8,191,183,1140]
column-5 [747,34,922,2272]
paragraph: This was the Glen O'Neil. [754,230,829,239]
